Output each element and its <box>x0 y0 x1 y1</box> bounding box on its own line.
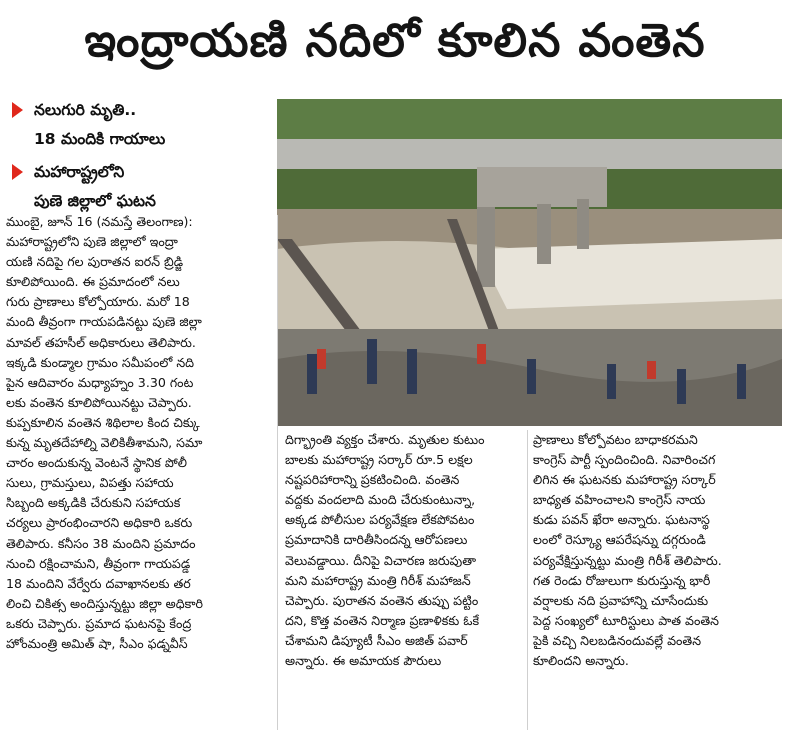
article-line: యణి నదిపై గల పురాతన ఐరన్ బ్రిడ్జి <box>6 254 184 270</box>
bullet-arrow-icon <box>12 164 23 180</box>
highlight-item <box>6 96 270 154</box>
article-line: వెలువడ్డాయి. దీనిపై విచారణ జరుపుతా <box>285 552 477 568</box>
bullet-arrow-icon <box>12 102 23 118</box>
article-line: మావల్ తహసీల్ అధికారులు తెలిపారు. <box>6 334 196 350</box>
article-line: ఒకరు చెప్పారు. ప్రమాద ఘటనపై కేంద్ర <box>6 615 192 631</box>
news-photo <box>277 99 782 426</box>
article-line: సిబ్బంది అక్కడికి చేరుకుని సహాయక <box>6 495 181 511</box>
article-line: 18 మందిని వేర్వేరు దవాఖానలకు తర <box>6 575 191 591</box>
article-column-2 <box>285 430 521 671</box>
article-line: అన్నారు. ఈ అమాయక పౌరులు <box>285 653 442 669</box>
highlight-line: మహారాష్ట్రలోని <box>34 163 125 181</box>
article-line: గురు ప్రాణాలు కోల్పోయారు. మరో 18 <box>6 294 190 310</box>
article-line: మహారాష్ట్రలోని పుణె జిల్లాలో ఇంద్రా <box>6 234 178 250</box>
article-line: కాంగ్రెస్ పార్టీ స్పందించింది. నివారించగ <box>533 452 716 468</box>
headline: ఇంద్రాయణి నదిలో కూలిన వంతెన <box>84 13 706 67</box>
article-line: బాలకు మహారాష్ట్ర సర్కార్ రూ.5 లక్షల <box>285 452 473 468</box>
article-column-3 <box>533 430 783 671</box>
highlights <box>6 96 270 220</box>
article-line: ఇక్కడి కుండ్మాల గ్రామం సమీపంలో నది <box>6 354 195 370</box>
article-line: లించి చికిత్స అందిస్తున్నట్టు జిల్లా అధికారి <box>6 595 203 611</box>
article-line: లకు వంతెన కూలిపోయినట్టు చెప్పారు. <box>6 394 192 410</box>
article-line: దని, కొత్త వంతెన నిర్మాణ ప్రణాళికకు ఓకే <box>285 612 480 628</box>
article-line: చేశామని డిప్యూటీ సీఎం అజిత్ పవార్ <box>285 632 468 648</box>
article-line: నష్టపరిహారాన్ని ప్రకటించింది. వంతెన <box>285 472 460 488</box>
article-line: సులు, గ్రామస్తులు, విపత్తు సహాయ <box>6 475 174 491</box>
article-line: వద్దకు వందలాది మంది చేరుకుంటున్నా, <box>285 492 476 508</box>
article-line: కుడు పవన్ ఖేరా అన్నారు. ఘటనాస్థ <box>533 512 710 528</box>
highlight-line: పుణె జిల్లాలో ఘటన <box>34 192 156 210</box>
article-line: అక్కడ పోలీసుల పర్యవేక్షణ లేకపోవటం <box>285 512 475 528</box>
highlight-line: నలుగురి మృతి.. <box>34 101 137 119</box>
highlight-item <box>6 158 270 216</box>
article-line: చర్యలు ప్రారంభించారని అధికారి ఒకరు <box>6 515 193 531</box>
article-line: మని మహారాష్ట్ర మంత్రి గిరీశ్ మహాజన్ <box>285 572 471 588</box>
article-column-1 <box>6 212 272 654</box>
article-line: లిగిన ఈ ఘటనకు మహారాష్ట్ర సర్కార్ <box>533 472 716 488</box>
article-line: పెద్ద సంఖ్యలో టూరిస్టులు పాత వంతెన <box>533 612 720 628</box>
article-line: కున్న మృతదేహాల్ని వెలికితీశామని, సమా <box>6 435 203 451</box>
column-divider <box>277 215 278 730</box>
article-line: కుప్పకూలిన వంతెన శిథిలాల కింద చిక్కు <box>6 414 200 430</box>
column-divider <box>527 430 528 730</box>
highlight-line: 18 మందికి గాయాలు <box>34 130 166 148</box>
article-line: చారం అందుకున్న వెంటనే స్థానిక పోలీ <box>6 455 187 471</box>
article-line: పర్యవేక్షిస్తున్నట్టు మంత్రి గిరీశ్ తెలిపారు. <box>533 552 722 568</box>
article-line: గత రెండు రోజులుగా కురుస్తున్న భారీ <box>533 572 711 588</box>
article-line: పైకి వచ్చి నిలబడినందువల్లే వంతెన <box>533 632 702 648</box>
article-line: తెలిపారు. కనీసం 38 మందిని ప్రమాదం <box>6 535 196 551</box>
article-line: మంది తీవ్రంగా గాయపడినట్టు పుణె జిల్లా <box>6 314 202 330</box>
article-line: ప్రమాదానికి దారితీసిందన్న ఆరోపణలు <box>285 532 468 548</box>
article-line: ప్రాణాలు కోల్పోవటం బాధాకరమని <box>533 432 698 447</box>
article-line: కూలిపోయింది. ఈ ప్రమాదంలో నలు <box>6 274 180 290</box>
article-line: నుంచి రక్షించామని, తీవ్రంగా గాయపడ్డ <box>6 555 191 571</box>
article-line: లంలో రెస్క్యూ ఆపరేషన్ను దగ్గరుండి <box>533 532 706 548</box>
article-line: హోంమంత్రి అమిత్ షా, సీఎం ఫడ్నవీస్ <box>6 635 188 651</box>
article-line: బాధ్యత వహించాలని కాంగ్రెస్ నాయ <box>533 492 706 508</box>
article-line: చెప్పారు. పురాతన వంతెన తుప్పు పట్టిం <box>285 592 479 608</box>
article-line: కూలిందని అన్నారు. <box>533 653 629 669</box>
article-line: దిగ్భ్రాంతి వ్యక్తం చేశారు. మృతుల కుటుం <box>285 432 485 447</box>
article-line: ముంబై, జూన్ 16 (నమస్తే తెలంగాణ): <box>6 214 193 229</box>
article-line: పైన ఆదివారం మధ్యాహ్నం 3.30 గంట <box>6 374 194 390</box>
article-line: వర్షాలకు నది ప్రవాహాన్ని చూసేందుకు <box>533 592 709 608</box>
collapsed-bridge-photo <box>277 99 782 426</box>
